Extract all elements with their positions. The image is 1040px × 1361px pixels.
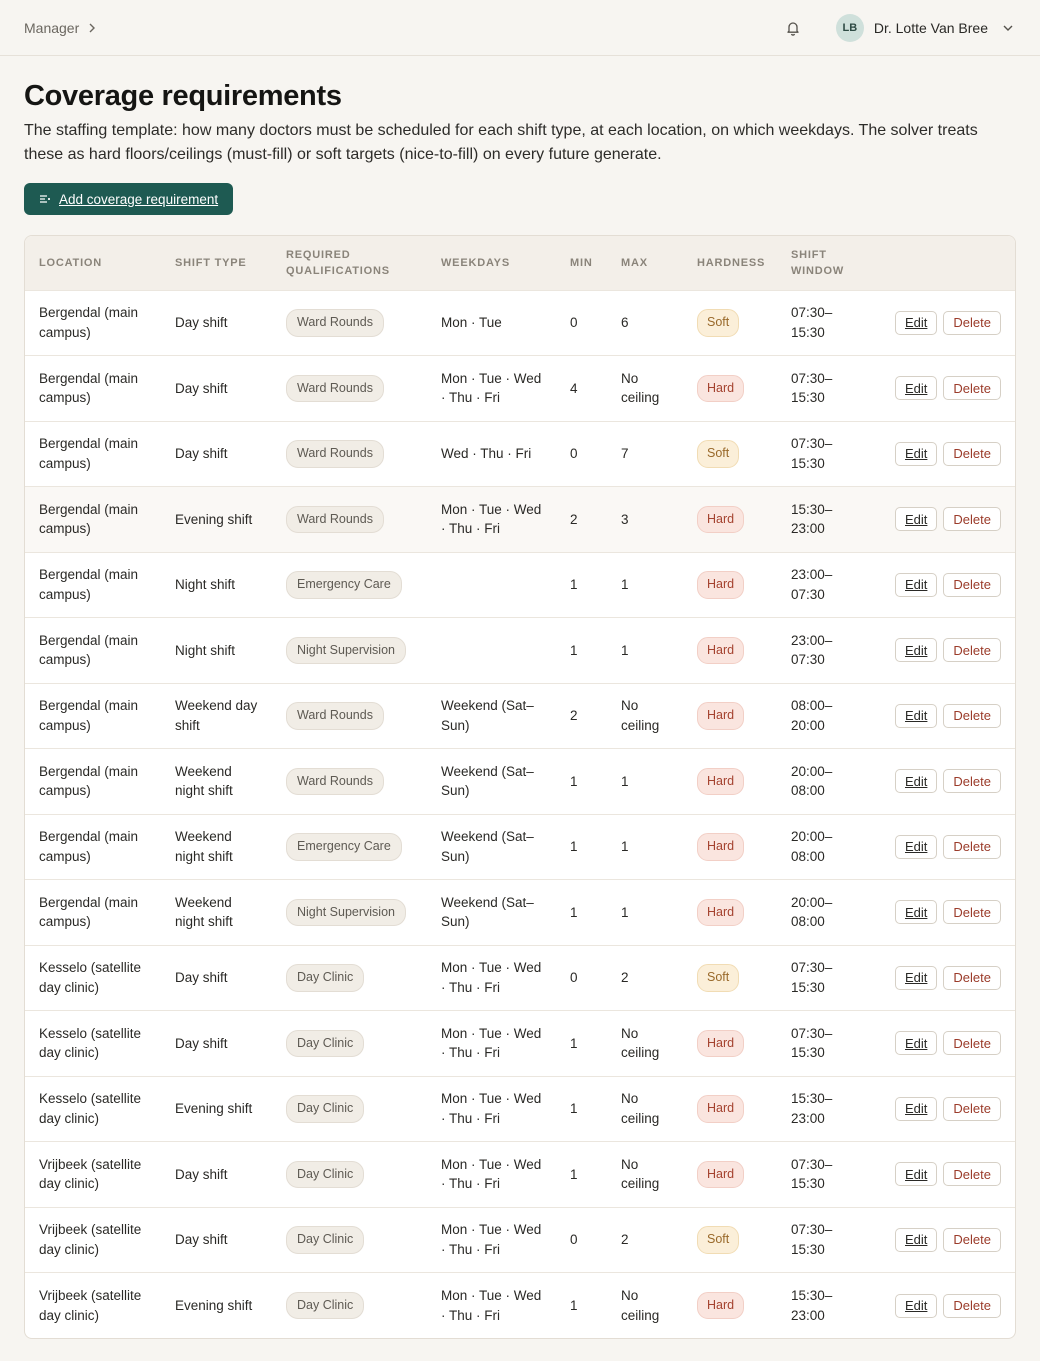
- cell-shift-window: 07:30–15:30: [777, 945, 868, 1011]
- cell-min: 1: [556, 749, 607, 815]
- hardness-badge: Hard: [697, 833, 744, 861]
- cell-location: Bergendal (main campus): [25, 683, 161, 749]
- cell-location: Vrijbeek (satellite day clinic): [25, 1207, 161, 1273]
- cell-shift-window: 15:30–23:00: [777, 1076, 868, 1142]
- cell-max: 6: [607, 290, 683, 356]
- hardness-badge: Soft: [697, 440, 739, 468]
- cell-max: No ceiling: [607, 1076, 683, 1142]
- qualification-tag: Emergency Care: [286, 571, 402, 599]
- cell-location: Bergendal (main campus): [25, 552, 161, 618]
- cell-weekdays: Mon · Tue · Wed · Thu · Fri: [427, 945, 556, 1011]
- cell-qualification: [272, 487, 427, 553]
- header-location[interactable]: LOCATION: [39, 256, 103, 269]
- cell-location: Bergendal (main campus): [25, 290, 161, 356]
- header-hardness[interactable]: HARDNESS: [697, 256, 766, 269]
- cell-actions: [868, 487, 1015, 553]
- cell-qualification: [272, 421, 427, 487]
- table-row[interactable]: [25, 290, 1015, 356]
- cell-actions: [868, 683, 1015, 749]
- delete-button[interactable]: Delete: [943, 1294, 1001, 1318]
- cell-location: Bergendal (main campus): [25, 749, 161, 815]
- table-row[interactable]: [25, 1273, 1015, 1339]
- cell-location: Kesselo (satellite day clinic): [25, 1011, 161, 1077]
- cell-qualification: [272, 814, 427, 880]
- cell-weekdays: Mon · Tue · Wed · Thu · Fri: [427, 1011, 556, 1077]
- cell-min: 0: [556, 1207, 607, 1273]
- cell-qualification: [272, 1011, 427, 1077]
- cell-weekdays: Mon · Tue · Wed · Thu · Fri: [427, 487, 556, 553]
- hardness-badge: Soft: [697, 1226, 739, 1254]
- qualification-tag: Day Clinic: [286, 964, 364, 992]
- cell-qualification: [272, 552, 427, 618]
- delete-button[interactable]: Delete: [943, 1228, 1001, 1252]
- cell-location: Bergendal (main campus): [25, 880, 161, 946]
- qualification-tag: Day Clinic: [286, 1226, 364, 1254]
- chevron-right-icon: [87, 23, 97, 33]
- cell-qualification: [272, 945, 427, 1011]
- cell-weekdays: Weekend (Sat–Sun): [427, 880, 556, 946]
- cell-min: 1: [556, 552, 607, 618]
- avatar[interactable]: LB: [836, 14, 864, 42]
- cell-shift-type: Night shift: [161, 618, 272, 684]
- cell-shift-type: Day shift: [161, 1011, 272, 1077]
- cell-min: 2: [556, 683, 607, 749]
- cell-weekdays: Mon · Tue · Wed · Thu · Fri: [427, 1076, 556, 1142]
- cell-min: 1: [556, 814, 607, 880]
- cell-hardness: [683, 1142, 777, 1208]
- qualification-tag: Day Clinic: [286, 1030, 364, 1058]
- qualification-tag: Night Supervision: [286, 899, 406, 927]
- qualification-tag: Ward Rounds: [286, 702, 384, 730]
- cell-shift-window: 07:30–15:30: [777, 290, 868, 356]
- cell-weekdays: Mon · Tue · Wed · Thu · Fri: [427, 1207, 556, 1273]
- cell-shift-type: Weekend night shift: [161, 749, 272, 815]
- delete-button[interactable]: Delete: [943, 311, 1001, 335]
- table-row[interactable]: [25, 1011, 1015, 1077]
- cell-weekdays: Weekend (Sat–Sun): [427, 814, 556, 880]
- cell-location: Bergendal (main campus): [25, 356, 161, 422]
- delete-button[interactable]: Delete: [943, 1031, 1001, 1055]
- cell-max: 1: [607, 880, 683, 946]
- qualification-tag: Day Clinic: [286, 1292, 364, 1320]
- cell-location: Kesselo (satellite day clinic): [25, 1076, 161, 1142]
- cell-max: No ceiling: [607, 1273, 683, 1339]
- cell-actions: [868, 1207, 1015, 1273]
- cell-max: 2: [607, 945, 683, 1011]
- page-description: The staffing template: how many doctors must be scheduled for each shift type, at each location, on which weekdays. The solver treats these as hard floors/ceilings (must-fill) or soft targets (nice-to-fill) on every future generate.: [24, 122, 978, 163]
- cell-shift-window: 07:30–15:30: [777, 1207, 868, 1273]
- cell-shift-window: 15:30–23:00: [777, 1273, 868, 1339]
- cell-qualification: [272, 1142, 427, 1208]
- cell-shift-type: Day shift: [161, 945, 272, 1011]
- edit-button[interactable]: Edit: [895, 311, 937, 335]
- cell-actions: [868, 421, 1015, 487]
- cell-qualification: [272, 1076, 427, 1142]
- header-weekdays[interactable]: WEEKDAYS: [441, 256, 510, 269]
- table-row[interactable]: [25, 618, 1015, 684]
- table-header: [25, 236, 1015, 290]
- cell-actions: [868, 552, 1015, 618]
- qualification-tag: Ward Rounds: [286, 375, 384, 403]
- cell-location: Bergendal (main campus): [25, 618, 161, 684]
- user-area: [778, 13, 1016, 43]
- cell-max: No ceiling: [607, 1142, 683, 1208]
- cell-hardness: [683, 1011, 777, 1077]
- cell-actions: [868, 356, 1015, 422]
- cell-max: 1: [607, 552, 683, 618]
- cell-shift-window: 07:30–15:30: [777, 356, 868, 422]
- cell-min: 1: [556, 1273, 607, 1339]
- cell-max: No ceiling: [607, 1011, 683, 1077]
- delete-button[interactable]: Delete: [943, 966, 1001, 990]
- add-coverage-label: Add coverage requirement: [59, 191, 219, 207]
- cell-shift-window: 23:00–07:30: [777, 618, 868, 684]
- cell-location: Bergendal (main campus): [25, 814, 161, 880]
- cell-location: Vrijbeek (satellite day clinic): [25, 1142, 161, 1208]
- qualification-tag: Ward Rounds: [286, 506, 384, 534]
- cell-qualification: [272, 356, 427, 422]
- cell-hardness: [683, 1273, 777, 1339]
- page-title: Coverage requirements: [24, 80, 342, 112]
- hardness-badge: Hard: [697, 702, 744, 730]
- edit-button[interactable]: Edit: [895, 507, 937, 531]
- cell-weekdays: Mon · Tue · Wed · Thu · Fri: [427, 1142, 556, 1208]
- cell-shift-type: Night shift: [161, 552, 272, 618]
- cell-weekdays: Mon · Tue · Wed · Thu · Fri: [427, 356, 556, 422]
- list-add-icon: [39, 193, 51, 205]
- cell-min: 0: [556, 290, 607, 356]
- cell-qualification: [272, 749, 427, 815]
- cell-min: 4: [556, 356, 607, 422]
- hardness-badge: Hard: [697, 571, 744, 599]
- hardness-badge: Hard: [697, 637, 744, 665]
- cell-shift-type: Weekend day shift: [161, 683, 272, 749]
- cell-max: 1: [607, 749, 683, 815]
- cell-weekdays: [427, 552, 556, 618]
- delete-button[interactable]: Delete: [943, 900, 1001, 924]
- hardness-badge: Soft: [697, 309, 739, 337]
- cell-actions: [868, 880, 1015, 946]
- cell-shift-window: 08:00–20:00: [777, 683, 868, 749]
- header-actions: [868, 236, 1015, 290]
- cell-qualification: [272, 880, 427, 946]
- table-row[interactable]: [25, 880, 1015, 946]
- cell-shift-type: Weekend night shift: [161, 814, 272, 880]
- cell-max: 2: [607, 1207, 683, 1273]
- cell-hardness: [683, 618, 777, 684]
- edit-button[interactable]: Edit: [895, 638, 937, 662]
- edit-button[interactable]: Edit: [895, 376, 937, 400]
- cell-actions: [868, 749, 1015, 815]
- add-coverage-button[interactable]: [24, 183, 233, 215]
- cell-qualification: [272, 618, 427, 684]
- delete-button[interactable]: Delete: [943, 1097, 1001, 1121]
- delete-button[interactable]: Delete: [943, 442, 1001, 466]
- coverage-table: [24, 235, 1016, 1339]
- cell-min: 1: [556, 1142, 607, 1208]
- cell-shift-type: Day shift: [161, 290, 272, 356]
- cell-actions: [868, 814, 1015, 880]
- user-name[interactable]: Dr. Lotte Van Bree: [873, 19, 988, 36]
- cell-shift-type: Weekend night shift: [161, 880, 272, 946]
- qualification-tag: Ward Rounds: [286, 768, 384, 796]
- cell-shift-window: 20:00–08:00: [777, 814, 868, 880]
- cell-qualification: [272, 683, 427, 749]
- cell-location: Vrijbeek (satellite day clinic): [25, 1273, 161, 1339]
- edit-button[interactable]: Edit: [895, 704, 937, 728]
- header-max[interactable]: MAX: [621, 256, 648, 269]
- edit-button[interactable]: Edit: [895, 1031, 937, 1055]
- cell-qualification: [272, 290, 427, 356]
- cell-max: 1: [607, 618, 683, 684]
- header-min[interactable]: MIN: [570, 256, 593, 269]
- delete-button[interactable]: Delete: [943, 835, 1001, 859]
- delete-button[interactable]: Delete: [943, 704, 1001, 728]
- header-required-qualifications[interactable]: REQUIRED QUALIFICATIONS: [286, 248, 390, 277]
- breadcrumb-manager[interactable]: Manager: [24, 19, 80, 36]
- header-shift-window[interactable]: SHIFT WINDOW: [791, 248, 845, 277]
- edit-button[interactable]: Edit: [895, 442, 937, 466]
- cell-min: 1: [556, 618, 607, 684]
- cell-hardness: [683, 552, 777, 618]
- cell-max: 7: [607, 421, 683, 487]
- bell-icon[interactable]: [778, 13, 808, 43]
- cell-shift-window: 23:00–07:30: [777, 552, 868, 618]
- chevron-down-icon[interactable]: [1002, 21, 1016, 35]
- cell-hardness: [683, 487, 777, 553]
- cell-actions: [868, 290, 1015, 356]
- cell-location: Bergendal (main campus): [25, 487, 161, 553]
- cell-shift-type: Day shift: [161, 421, 272, 487]
- cell-hardness: [683, 290, 777, 356]
- cell-max: No ceiling: [607, 683, 683, 749]
- table-row[interactable]: [25, 421, 1015, 487]
- cell-shift-window: 20:00–08:00: [777, 880, 868, 946]
- table-row[interactable]: [25, 1207, 1015, 1273]
- qualification-tag: Emergency Care: [286, 833, 402, 861]
- cell-shift-type: Evening shift: [161, 1273, 272, 1339]
- table-body: [25, 290, 1015, 1338]
- cell-shift-window: 20:00–08:00: [777, 749, 868, 815]
- delete-button[interactable]: Delete: [943, 507, 1001, 531]
- table-row[interactable]: [25, 1142, 1015, 1208]
- cell-min: 1: [556, 1011, 607, 1077]
- hardness-badge: Soft: [697, 964, 739, 992]
- cell-actions: [868, 1076, 1015, 1142]
- cell-max: No ceiling: [607, 356, 683, 422]
- delete-button[interactable]: Delete: [943, 376, 1001, 400]
- edit-button[interactable]: Edit: [895, 835, 937, 859]
- edit-button[interactable]: Edit: [895, 1162, 937, 1186]
- cell-weekdays: Weekend (Sat–Sun): [427, 683, 556, 749]
- table-row[interactable]: [25, 814, 1015, 880]
- cell-shift-type: Day shift: [161, 1207, 272, 1273]
- cell-actions: [868, 945, 1015, 1011]
- delete-button[interactable]: Delete: [943, 573, 1001, 597]
- cell-shift-type: Day shift: [161, 1142, 272, 1208]
- hardness-badge: Hard: [697, 375, 744, 403]
- cell-min: 0: [556, 945, 607, 1011]
- qualification-tag: Day Clinic: [286, 1161, 364, 1189]
- cell-weekdays: Wed · Thu · Fri: [427, 421, 556, 487]
- table-row[interactable]: [25, 552, 1015, 618]
- table-row[interactable]: [25, 487, 1015, 553]
- cell-actions: [868, 1142, 1015, 1208]
- hardness-badge: Hard: [697, 899, 744, 927]
- cell-hardness: [683, 814, 777, 880]
- edit-button[interactable]: Edit: [895, 573, 937, 597]
- table-row[interactable]: [25, 749, 1015, 815]
- delete-button[interactable]: Delete: [943, 769, 1001, 793]
- cell-shift-type: Evening shift: [161, 1076, 272, 1142]
- cell-actions: [868, 618, 1015, 684]
- cell-actions: [868, 1011, 1015, 1077]
- cell-shift-type: Evening shift: [161, 487, 272, 553]
- qualification-tag: Night Supervision: [286, 637, 406, 665]
- hardness-badge: Hard: [697, 506, 744, 534]
- table-row[interactable]: [25, 1076, 1015, 1142]
- qualification-tag: Ward Rounds: [286, 309, 384, 337]
- cell-hardness: [683, 1207, 777, 1273]
- cell-hardness: [683, 421, 777, 487]
- cell-hardness: [683, 683, 777, 749]
- table-row[interactable]: [25, 356, 1015, 422]
- cell-hardness: [683, 356, 777, 422]
- table-row[interactable]: [25, 683, 1015, 749]
- edit-button[interactable]: Edit: [895, 1097, 937, 1121]
- cell-qualification: [272, 1207, 427, 1273]
- cell-min: 1: [556, 880, 607, 946]
- breadcrumb: [24, 20, 97, 36]
- main-content: [0, 80, 1040, 1339]
- cell-min: 2: [556, 487, 607, 553]
- edit-button[interactable]: Edit: [895, 1294, 937, 1318]
- hardness-badge: Hard: [697, 768, 744, 796]
- hardness-badge: Hard: [697, 1095, 744, 1123]
- cell-hardness: [683, 945, 777, 1011]
- cell-shift-type: Day shift: [161, 356, 272, 422]
- cell-max: 1: [607, 814, 683, 880]
- delete-button[interactable]: Delete: [943, 638, 1001, 662]
- cell-min: 1: [556, 1076, 607, 1142]
- cell-location: Bergendal (main campus): [25, 421, 161, 487]
- cell-shift-window: 07:30–15:30: [777, 1142, 868, 1208]
- cell-weekdays: Mon · Tue · Wed · Thu · Fri: [427, 1273, 556, 1339]
- edit-button[interactable]: Edit: [895, 1228, 937, 1252]
- cell-hardness: [683, 880, 777, 946]
- cell-max: 3: [607, 487, 683, 553]
- cell-min: 0: [556, 421, 607, 487]
- cell-actions: [868, 1273, 1015, 1339]
- hardness-badge: Hard: [697, 1030, 744, 1058]
- edit-button[interactable]: Edit: [895, 900, 937, 924]
- delete-button[interactable]: Delete: [943, 1162, 1001, 1186]
- top-bar: [0, 0, 1040, 56]
- cell-weekdays: [427, 618, 556, 684]
- cell-weekdays: Mon · Tue: [427, 290, 556, 356]
- cell-shift-window: 07:30–15:30: [777, 1011, 868, 1077]
- cell-hardness: [683, 1076, 777, 1142]
- cell-shift-window: 15:30–23:00: [777, 487, 868, 553]
- hardness-badge: Hard: [697, 1292, 744, 1320]
- qualification-tag: Day Clinic: [286, 1095, 364, 1123]
- table-row[interactable]: [25, 945, 1015, 1011]
- edit-button[interactable]: Edit: [895, 966, 937, 990]
- header-shift-type[interactable]: SHIFT TYPE: [175, 256, 247, 269]
- edit-button[interactable]: Edit: [895, 769, 937, 793]
- cell-location: Kesselo (satellite day clinic): [25, 945, 161, 1011]
- cell-hardness: [683, 749, 777, 815]
- qualification-tag: Ward Rounds: [286, 440, 384, 468]
- cell-weekdays: Weekend (Sat–Sun): [427, 749, 556, 815]
- hardness-badge: Hard: [697, 1161, 744, 1189]
- cell-qualification: [272, 1273, 427, 1339]
- cell-shift-window: 07:30–15:30: [777, 421, 868, 487]
